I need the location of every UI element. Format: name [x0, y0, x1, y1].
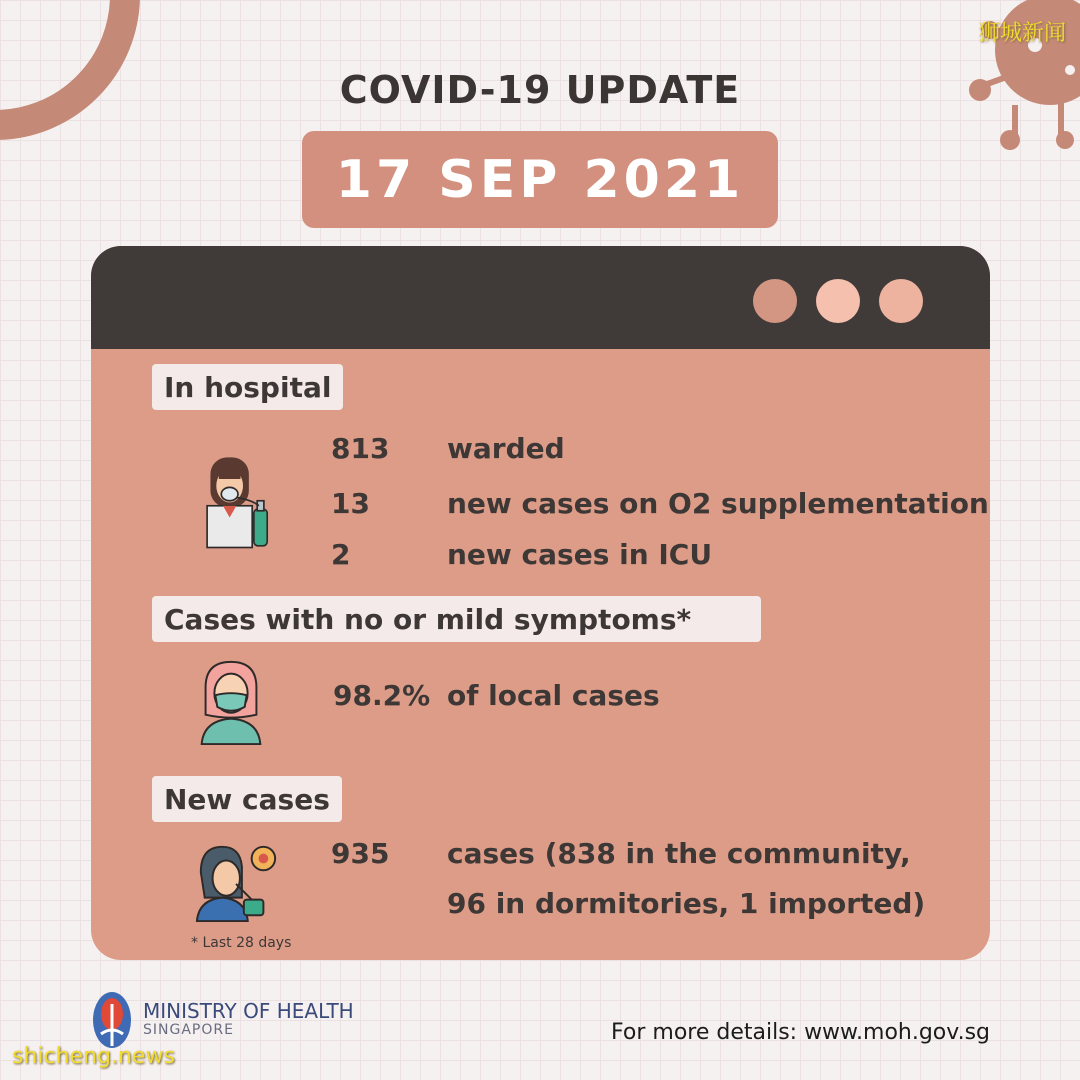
masked-woman-icon	[191, 658, 271, 746]
hospital-o2-count: 13	[331, 487, 370, 520]
new-cases-line1: cases (838 in the community,	[447, 837, 911, 870]
window-dot-3	[879, 279, 923, 323]
hospital-warded-count: 813	[331, 432, 390, 465]
info-window	[91, 246, 990, 960]
window-dot-2	[816, 279, 860, 323]
window-titlebar	[91, 246, 990, 349]
more-details-text: For more details: www.moh.gov.sg	[611, 1020, 990, 1045]
hospital-icu-count: 2	[331, 538, 351, 571]
new-cases-line2: 96 in dormitories, 1 imported)	[447, 887, 926, 920]
mild-percent: 98.2%	[333, 679, 431, 712]
section-label-new-cases: New cases	[152, 776, 342, 822]
section-label-hospital: In hospital	[152, 364, 343, 410]
moh-name: MINISTRY OF HEALTH	[143, 999, 354, 1023]
watermark-top: 狮城新闻	[977, 21, 1066, 46]
hospital-warded-label: warded	[447, 432, 565, 465]
hospital-icu-label: new cases in ICU	[447, 538, 713, 571]
moh-subtitle: SINGAPORE	[143, 1022, 234, 1038]
footnote: * Last 28 days	[191, 935, 292, 951]
watermark-bottom: shicheng.news	[12, 1044, 175, 1069]
page-title: COVID-19 UPDATE	[339, 68, 741, 112]
section-label-mild: Cases with no or mild symptoms*	[152, 596, 761, 642]
window-dot-1	[753, 279, 797, 323]
hospital-o2-label: new cases on O2 supplementation	[447, 487, 989, 520]
mild-label: of local cases	[447, 679, 660, 712]
date-badge	[302, 131, 778, 228]
swab-test-icon	[193, 842, 281, 922]
moh-logo-icon	[91, 990, 133, 1050]
new-cases-count: 935	[331, 837, 390, 870]
patient-oxygen-icon	[193, 454, 283, 550]
date-text: 17 SEP 2021	[335, 149, 745, 210]
